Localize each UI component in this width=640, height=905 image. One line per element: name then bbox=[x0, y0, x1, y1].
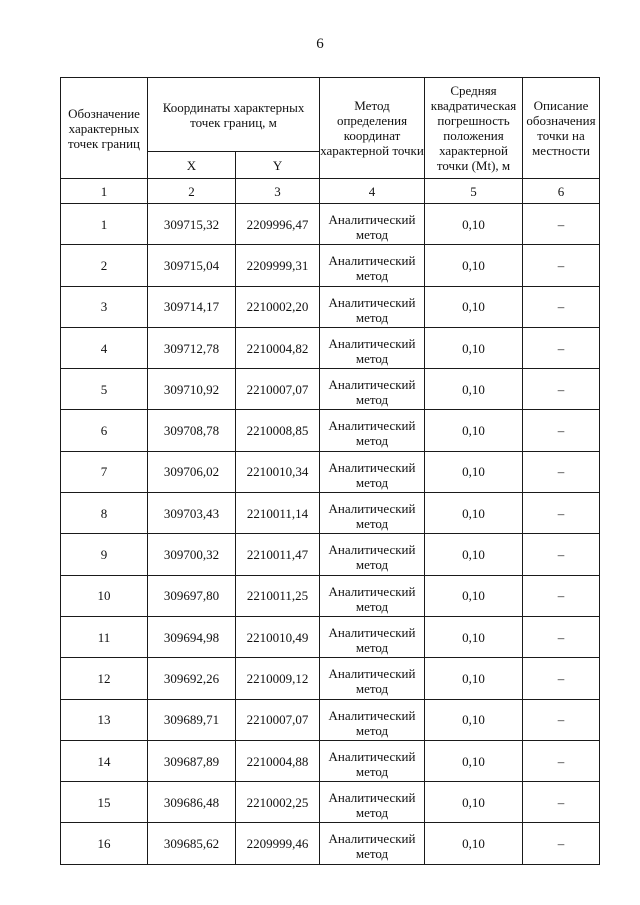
table-row bbox=[61, 699, 600, 740]
table-row bbox=[61, 823, 600, 864]
cell-method: Аналитический метод bbox=[320, 575, 425, 616]
cell-error: 0,10 bbox=[425, 575, 523, 616]
header-x: X bbox=[148, 152, 236, 179]
cell-x: 309712,78 bbox=[148, 327, 236, 368]
table-row bbox=[61, 369, 600, 410]
cell-x: 309686,48 bbox=[148, 782, 236, 823]
cell-method: Аналитический метод bbox=[320, 616, 425, 657]
cell-method: Аналитический метод bbox=[320, 699, 425, 740]
cell-description: – bbox=[523, 616, 600, 657]
cell-y: 2210008,85 bbox=[236, 410, 320, 451]
table-row bbox=[61, 245, 600, 286]
table-row bbox=[61, 616, 600, 657]
cell-y: 2210007,07 bbox=[236, 369, 320, 410]
cell-x: 309689,71 bbox=[148, 699, 236, 740]
table-row bbox=[61, 493, 600, 534]
cell-error: 0,10 bbox=[425, 245, 523, 286]
cell-point-number: 7 bbox=[61, 451, 148, 492]
cell-y: 2210002,25 bbox=[236, 782, 320, 823]
cell-x: 309710,92 bbox=[148, 369, 236, 410]
cell-x: 309687,89 bbox=[148, 740, 236, 781]
cell-point-number: 12 bbox=[61, 658, 148, 699]
table-body bbox=[61, 204, 600, 865]
cell-point-number: 10 bbox=[61, 575, 148, 616]
cell-x: 309694,98 bbox=[148, 616, 236, 657]
cell-point-number: 4 bbox=[61, 327, 148, 368]
cell-error: 0,10 bbox=[425, 451, 523, 492]
cell-point-number: 6 bbox=[61, 410, 148, 451]
cell-error: 0,10 bbox=[425, 493, 523, 534]
cell-point-number: 11 bbox=[61, 616, 148, 657]
cell-method: Аналитический метод bbox=[320, 327, 425, 368]
cell-y: 2210004,88 bbox=[236, 740, 320, 781]
cell-point-number: 16 bbox=[61, 823, 148, 864]
cell-x: 309706,02 bbox=[148, 451, 236, 492]
table-row bbox=[61, 740, 600, 781]
cell-method: Аналитический метод bbox=[320, 658, 425, 699]
cell-method: Аналитический метод bbox=[320, 740, 425, 781]
cell-x: 309697,80 bbox=[148, 575, 236, 616]
cell-method: Аналитический метод bbox=[320, 369, 425, 410]
header-row bbox=[61, 78, 600, 152]
cell-y: 2210002,20 bbox=[236, 286, 320, 327]
cell-y: 2210011,14 bbox=[236, 493, 320, 534]
cell-y: 2210010,49 bbox=[236, 616, 320, 657]
cell-description: – bbox=[523, 782, 600, 823]
cell-y: 2209996,47 bbox=[236, 204, 320, 245]
cell-method: Аналитический метод bbox=[320, 451, 425, 492]
cell-description: – bbox=[523, 575, 600, 616]
cell-description: – bbox=[523, 245, 600, 286]
table-row bbox=[61, 327, 600, 368]
header-y: Y bbox=[236, 152, 320, 179]
column-number: 2 bbox=[148, 179, 236, 204]
cell-error: 0,10 bbox=[425, 204, 523, 245]
cell-y: 2209999,31 bbox=[236, 245, 320, 286]
cell-point-number: 9 bbox=[61, 534, 148, 575]
header-designation: Обозначение характерных точек границ bbox=[61, 78, 148, 179]
cell-error: 0,10 bbox=[425, 286, 523, 327]
cell-description: – bbox=[523, 658, 600, 699]
cell-x: 309708,78 bbox=[148, 410, 236, 451]
column-number: 1 bbox=[61, 179, 148, 204]
cell-x: 309692,26 bbox=[148, 658, 236, 699]
cell-description: – bbox=[523, 740, 600, 781]
cell-method: Аналитический метод bbox=[320, 782, 425, 823]
page-number: 6 bbox=[316, 36, 324, 52]
cell-point-number: 15 bbox=[61, 782, 148, 823]
cell-error: 0,10 bbox=[425, 327, 523, 368]
cell-error: 0,10 bbox=[425, 823, 523, 864]
cell-y: 2210004,82 bbox=[236, 327, 320, 368]
cell-point-number: 14 bbox=[61, 740, 148, 781]
table-row bbox=[61, 534, 600, 575]
cell-method: Аналитический метод bbox=[320, 534, 425, 575]
cell-x: 309703,43 bbox=[148, 493, 236, 534]
column-number: 5 bbox=[425, 179, 523, 204]
cell-point-number: 13 bbox=[61, 699, 148, 740]
cell-point-number: 3 bbox=[61, 286, 148, 327]
cell-description: – bbox=[523, 369, 600, 410]
cell-y: 2210010,34 bbox=[236, 451, 320, 492]
cell-description: – bbox=[523, 410, 600, 451]
column-number: 3 bbox=[236, 179, 320, 204]
column-number: 4 bbox=[320, 179, 425, 204]
cell-description: – bbox=[523, 286, 600, 327]
header-description: Описание обозначения точки на местности bbox=[523, 78, 600, 179]
cell-description: – bbox=[523, 451, 600, 492]
cell-error: 0,10 bbox=[425, 782, 523, 823]
cell-description: – bbox=[523, 327, 600, 368]
cell-description: – bbox=[523, 204, 600, 245]
column-number: 6 bbox=[523, 179, 600, 204]
boundary-points-table bbox=[60, 77, 600, 865]
cell-error: 0,10 bbox=[425, 616, 523, 657]
cell-x: 309685,62 bbox=[148, 823, 236, 864]
table-row bbox=[61, 658, 600, 699]
cell-error: 0,10 bbox=[425, 369, 523, 410]
cell-y: 2210007,07 bbox=[236, 699, 320, 740]
cell-x: 309714,17 bbox=[148, 286, 236, 327]
cell-y: 2210009,12 bbox=[236, 658, 320, 699]
cell-error: 0,10 bbox=[425, 699, 523, 740]
cell-x: 309715,04 bbox=[148, 245, 236, 286]
cell-y: 2209999,46 bbox=[236, 823, 320, 864]
header-coordinates: Координаты характерных точек границ, м bbox=[148, 78, 320, 152]
cell-x: 309715,32 bbox=[148, 204, 236, 245]
table-row bbox=[61, 286, 600, 327]
cell-point-number: 1 bbox=[61, 204, 148, 245]
column-number-row bbox=[61, 179, 600, 204]
cell-method: Аналитический метод bbox=[320, 204, 425, 245]
cell-description: – bbox=[523, 534, 600, 575]
table-row bbox=[61, 451, 600, 492]
cell-method: Аналитический метод bbox=[320, 286, 425, 327]
cell-error: 0,10 bbox=[425, 658, 523, 699]
cell-error: 0,10 bbox=[425, 410, 523, 451]
cell-method: Аналитический метод bbox=[320, 493, 425, 534]
cell-x: 309700,32 bbox=[148, 534, 236, 575]
cell-y: 2210011,47 bbox=[236, 534, 320, 575]
cell-description: – bbox=[523, 699, 600, 740]
cell-point-number: 8 bbox=[61, 493, 148, 534]
header-error: Средняя квадратическая погрешность положения характерной точки (Mt), м bbox=[425, 78, 523, 179]
header-method: Метод определения координат характерной точки bbox=[320, 78, 425, 179]
cell-error: 0,10 bbox=[425, 740, 523, 781]
cell-method: Аналитический метод bbox=[320, 823, 425, 864]
cell-point-number: 2 bbox=[61, 245, 148, 286]
cell-y: 2210011,25 bbox=[236, 575, 320, 616]
cell-method: Аналитический метод bbox=[320, 245, 425, 286]
table-row bbox=[61, 410, 600, 451]
table-row bbox=[61, 575, 600, 616]
table-row bbox=[61, 782, 600, 823]
cell-point-number: 5 bbox=[61, 369, 148, 410]
cell-description: – bbox=[523, 493, 600, 534]
table-row bbox=[61, 204, 600, 245]
cell-error: 0,10 bbox=[425, 534, 523, 575]
cell-method: Аналитический метод bbox=[320, 410, 425, 451]
cell-description: – bbox=[523, 823, 600, 864]
